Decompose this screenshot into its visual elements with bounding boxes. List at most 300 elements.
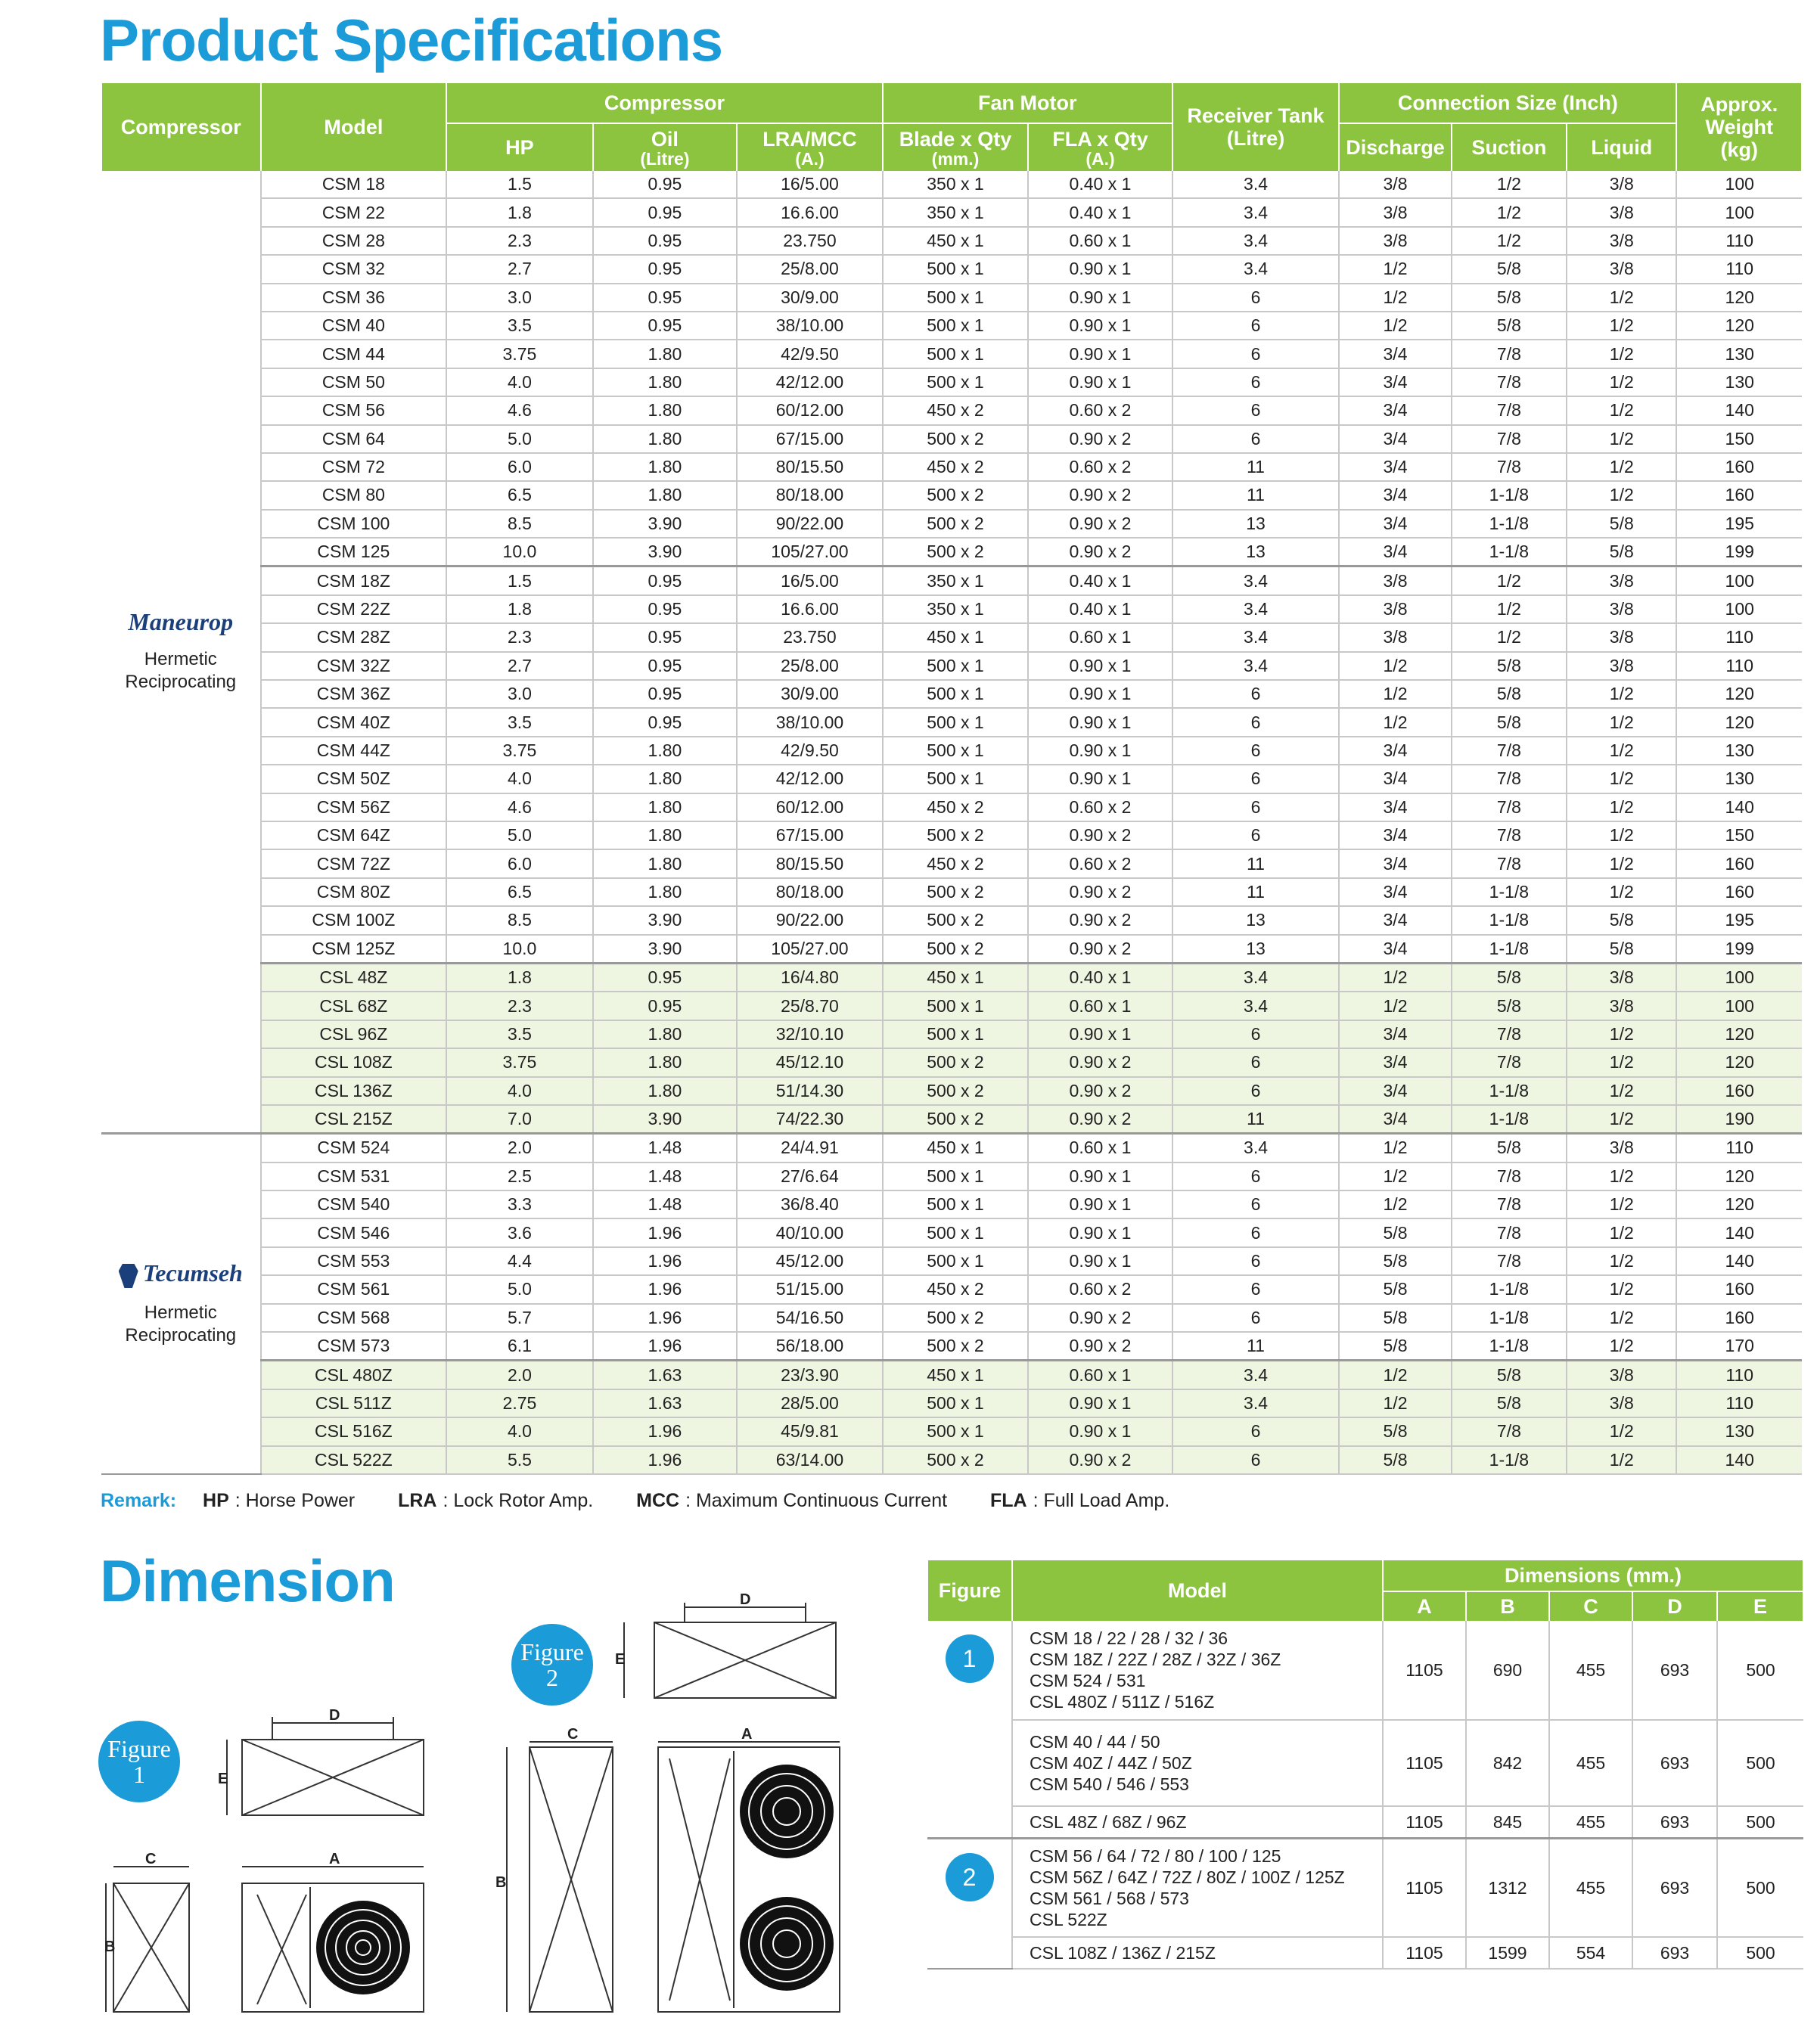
spec-row xyxy=(101,992,1802,1020)
spec-cell: 500 x 2 xyxy=(883,1048,1029,1076)
spec-cell: 5.7 xyxy=(446,1304,593,1332)
spec-cell: 6 xyxy=(1172,821,1340,849)
dim-value-a: 1105 xyxy=(1383,1937,1466,1969)
spec-cell: 1-1/8 xyxy=(1452,481,1567,509)
spec-cell: 500 x 2 xyxy=(883,821,1029,849)
spec-cell: 10.0 xyxy=(446,935,593,964)
spec-row xyxy=(101,567,1802,595)
spec-cell: 6.0 xyxy=(446,849,593,877)
spec-cell: 450 x 2 xyxy=(883,396,1029,424)
spec-cell: 80/18.00 xyxy=(737,481,883,509)
dim-value-b: 845 xyxy=(1466,1806,1549,1839)
spec-cell: 110 xyxy=(1676,1389,1802,1417)
spec-cell: 500 x 2 xyxy=(883,935,1029,964)
spec-row xyxy=(101,1134,1802,1162)
spec-cell: 1/2 xyxy=(1567,284,1676,312)
spec-cell: 0.90 x 2 xyxy=(1028,1048,1172,1076)
spec-cell: 0.40 x 1 xyxy=(1028,963,1172,992)
spec-cell: 3.4 xyxy=(1172,198,1340,226)
figure-1-badge: Figure 1 xyxy=(98,1721,180,1802)
spec-cell: 1/2 xyxy=(1339,284,1451,312)
spec-cell: 0.90 x 1 xyxy=(1028,708,1172,736)
spec-cell: 7/8 xyxy=(1452,396,1567,424)
spec-cell: 1/2 xyxy=(1567,680,1676,708)
spec-cell: 450 x 1 xyxy=(883,623,1029,651)
spec-row xyxy=(101,510,1802,538)
spec-cell: 0.90 x 2 xyxy=(1028,821,1172,849)
spec-row xyxy=(101,623,1802,651)
spec-row xyxy=(101,1105,1802,1134)
spec-cell: 120 xyxy=(1676,1162,1802,1190)
spec-cell: 63/14.00 xyxy=(737,1446,883,1474)
spec-cell: 1/2 xyxy=(1567,1275,1676,1303)
model-cell: CSM 50Z xyxy=(261,765,447,793)
spec-cell: 0.60 x 1 xyxy=(1028,992,1172,1020)
spec-cell: 3/4 xyxy=(1339,340,1451,368)
spec-row xyxy=(101,538,1802,567)
spec-cell: 450 x 1 xyxy=(883,1134,1029,1162)
spec-cell: 1/2 xyxy=(1339,652,1451,680)
dim-label-d: D xyxy=(329,1707,340,1724)
spec-cell: 0.95 xyxy=(593,284,738,312)
spec-cell: 5/8 xyxy=(1339,1275,1451,1303)
dim-value-e: 500 xyxy=(1717,1806,1803,1839)
spec-cell: 32/10.10 xyxy=(737,1020,883,1048)
spec-cell: 0.90 x 2 xyxy=(1028,1077,1172,1105)
spec-cell: 2.3 xyxy=(446,623,593,651)
spec-cell: 1/2 xyxy=(1567,765,1676,793)
spec-cell: 1/2 xyxy=(1567,1446,1676,1474)
dim-value-e: 500 xyxy=(1717,1621,1803,1720)
spec-cell: 0.90 x 1 xyxy=(1028,1162,1172,1190)
spec-cell: 0.90 x 2 xyxy=(1028,1446,1172,1474)
model-cell: CSM 18Z xyxy=(261,567,447,595)
spec-cell: 7/8 xyxy=(1452,849,1567,877)
model-cell: CSM 36 xyxy=(261,284,447,312)
spec-row xyxy=(101,1361,1802,1389)
spec-cell: 6 xyxy=(1172,368,1340,396)
spec-cell: 13 xyxy=(1172,510,1340,538)
spec-cell: 16.6.00 xyxy=(737,198,883,226)
spec-cell: 6 xyxy=(1172,312,1340,340)
spec-cell: 5/8 xyxy=(1452,680,1567,708)
spec-cell: 1.80 xyxy=(593,340,738,368)
model-cell: CSM 56Z xyxy=(261,793,447,821)
spec-cell: 54/16.50 xyxy=(737,1304,883,1332)
spec-cell: 1/2 xyxy=(1339,1389,1451,1417)
figure-2-drawing xyxy=(492,1592,855,2019)
spec-cell: 350 x 1 xyxy=(883,198,1029,226)
spec-cell: 500 x 2 xyxy=(883,878,1029,906)
col-weight: Approx. Weight (kg) xyxy=(1676,83,1802,171)
brand-type: Hermetic xyxy=(144,649,217,670)
dim-value-b: 1599 xyxy=(1466,1937,1549,1969)
spec-cell: 23/3.90 xyxy=(737,1361,883,1389)
spec-cell: 4.0 xyxy=(446,765,593,793)
model-cell: CSM 50 xyxy=(261,368,447,396)
spec-cell: 23.750 xyxy=(737,227,883,255)
spec-cell: 60/12.00 xyxy=(737,793,883,821)
dim-value-d: 693 xyxy=(1632,1806,1717,1839)
spec-cell: 38/10.00 xyxy=(737,708,883,736)
spec-cell: 3/4 xyxy=(1339,737,1451,765)
dim-models-cell xyxy=(1012,1839,1383,1938)
spec-cell: 3.0 xyxy=(446,680,593,708)
spec-cell: 3/4 xyxy=(1339,935,1451,964)
spec-cell: 13 xyxy=(1172,538,1340,567)
spec-cell: 1-1/8 xyxy=(1452,935,1567,964)
spec-cell: 0.95 xyxy=(593,992,738,1020)
spec-cell: 0.90 x 1 xyxy=(1028,765,1172,793)
spec-cell: 7/8 xyxy=(1452,368,1567,396)
spec-cell: 1-1/8 xyxy=(1452,510,1567,538)
tecumseh-logo-icon xyxy=(119,1264,138,1288)
spec-row xyxy=(101,1275,1802,1303)
spec-cell: 3/8 xyxy=(1567,1134,1676,1162)
spec-cell: 5/8 xyxy=(1567,935,1676,964)
spec-cell: 160 xyxy=(1676,1275,1802,1303)
spec-row xyxy=(101,595,1802,623)
spec-cell: 350 x 1 xyxy=(883,171,1029,198)
spec-cell: 67/15.00 xyxy=(737,425,883,453)
spec-cell: 0.95 xyxy=(593,652,738,680)
spec-cell: 5/8 xyxy=(1567,538,1676,567)
spec-cell: 1/2 xyxy=(1567,1105,1676,1134)
spec-cell: 1/2 xyxy=(1452,198,1567,226)
spec-cell: 8.5 xyxy=(446,906,593,934)
spec-cell: 120 xyxy=(1676,1020,1802,1048)
spec-cell: 6 xyxy=(1172,680,1340,708)
spec-cell: 500 x 2 xyxy=(883,1077,1029,1105)
figure-number-badge: 2 xyxy=(946,1853,994,1901)
spec-cell: 6 xyxy=(1172,1077,1340,1105)
figure-1-drawing xyxy=(106,1702,439,2019)
dim-label-e: E xyxy=(615,1651,626,1668)
spec-cell: 500 x 1 xyxy=(883,652,1029,680)
spec-cell: 5/8 xyxy=(1567,510,1676,538)
spec-cell: 5/8 xyxy=(1452,255,1567,283)
spec-cell: 5/8 xyxy=(1452,652,1567,680)
spec-cell: 500 x 2 xyxy=(883,538,1029,567)
spec-cell: 7/8 xyxy=(1452,1048,1567,1076)
model-cell: CSM 40Z xyxy=(261,708,447,736)
spec-cell: 7/8 xyxy=(1452,793,1567,821)
spec-cell: 6.5 xyxy=(446,878,593,906)
model-cell: CSL 108Z xyxy=(261,1048,447,1076)
spec-cell: 36/8.40 xyxy=(737,1190,883,1218)
spec-cell: 3.4 xyxy=(1172,255,1340,283)
dim-col-a: A xyxy=(1383,1591,1466,1621)
spec-cell: 1/2 xyxy=(1567,453,1676,481)
spec-cell: 3/8 xyxy=(1339,595,1451,623)
spec-cell: 3.75 xyxy=(446,340,593,368)
spec-cell: 3/4 xyxy=(1339,793,1451,821)
spec-cell: 7/8 xyxy=(1452,425,1567,453)
spec-cell: 3/8 xyxy=(1567,1361,1676,1389)
spec-row xyxy=(101,1190,1802,1218)
spec-cell: 1/2 xyxy=(1567,425,1676,453)
spec-cell: 7/8 xyxy=(1452,1162,1567,1190)
brand-name: Tecumseh xyxy=(142,1259,243,1287)
spec-cell: 1/2 xyxy=(1567,1048,1676,1076)
spec-cell: 500 x 2 xyxy=(883,1446,1029,1474)
remark-label: Remark: xyxy=(101,1490,177,1511)
brand-logo xyxy=(101,610,260,635)
spec-row xyxy=(101,1304,1802,1332)
spec-cell: 0.90 x 1 xyxy=(1028,652,1172,680)
spec-row xyxy=(101,906,1802,934)
spec-cell: 16.6.00 xyxy=(737,595,883,623)
spec-cell: 4.0 xyxy=(446,368,593,396)
spec-cell: 160 xyxy=(1676,453,1802,481)
spec-cell: 3.5 xyxy=(446,708,593,736)
spec-cell: 1/2 xyxy=(1339,963,1451,992)
spec-cell: 1/2 xyxy=(1567,1304,1676,1332)
spec-cell: 6 xyxy=(1172,1247,1340,1275)
spec-cell: 500 x 2 xyxy=(883,1332,1029,1361)
spec-cell: 1/2 xyxy=(1567,368,1676,396)
dim-value-a: 1105 xyxy=(1383,1621,1466,1720)
spec-cell: 199 xyxy=(1676,538,1802,567)
spec-cell: 11 xyxy=(1172,481,1340,509)
col-receiver: Receiver Tank (Litre) xyxy=(1172,83,1340,171)
model-cell: CSL 511Z xyxy=(261,1389,447,1417)
spec-cell: 7/8 xyxy=(1452,737,1567,765)
spec-cell: 1/2 xyxy=(1339,1361,1451,1389)
spec-cell: 3.4 xyxy=(1172,623,1340,651)
spec-cell: 350 x 1 xyxy=(883,595,1029,623)
col-liquid: Liquid xyxy=(1567,123,1676,171)
spec-cell: 0.60 x 2 xyxy=(1028,849,1172,877)
spec-cell: 3/4 xyxy=(1339,510,1451,538)
spec-cell: 3/8 xyxy=(1567,227,1676,255)
spec-cell: 350 x 1 xyxy=(883,567,1029,595)
spec-cell: 1/2 xyxy=(1567,481,1676,509)
spec-cell: 3/4 xyxy=(1339,821,1451,849)
spec-cell: 5/8 xyxy=(1452,312,1567,340)
spec-cell: 500 x 1 xyxy=(883,708,1029,736)
brand-type: Hermetic xyxy=(144,1302,217,1323)
spec-cell: 6 xyxy=(1172,737,1340,765)
spec-cell: 3/8 xyxy=(1339,623,1451,651)
spec-cell: 160 xyxy=(1676,1304,1802,1332)
spec-cell: 1-1/8 xyxy=(1452,1077,1567,1105)
spec-cell: 5/8 xyxy=(1452,708,1567,736)
spec-row xyxy=(101,1048,1802,1076)
spec-cell: 1.48 xyxy=(593,1190,738,1218)
spec-cell: 450 x 1 xyxy=(883,1361,1029,1389)
model-cell: CSM 28 xyxy=(261,227,447,255)
spec-cell: 5/8 xyxy=(1339,1247,1451,1275)
spec-cell: 3.4 xyxy=(1172,1361,1340,1389)
model-cell: CSM 36Z xyxy=(261,680,447,708)
spec-cell: 3/8 xyxy=(1567,567,1676,595)
dim-value-e: 500 xyxy=(1717,1720,1803,1806)
dim-value-e: 500 xyxy=(1717,1839,1803,1938)
dim-model-line: CSM 40 / 44 / 50 xyxy=(1030,1732,1160,1752)
spec-row xyxy=(101,708,1802,736)
spec-cell: 1-1/8 xyxy=(1452,1446,1567,1474)
spec-cell: 2.3 xyxy=(446,227,593,255)
spec-cell: 1.80 xyxy=(593,1077,738,1105)
spec-cell: 80/18.00 xyxy=(737,878,883,906)
col-model: Model xyxy=(261,83,447,171)
spec-cell: 0.90 x 1 xyxy=(1028,1389,1172,1417)
spec-cell: 130 xyxy=(1676,340,1802,368)
spec-cell: 1.5 xyxy=(446,171,593,198)
spec-cell: 7.0 xyxy=(446,1105,593,1134)
spec-cell: 120 xyxy=(1676,1048,1802,1076)
spec-cell: 500 x 2 xyxy=(883,510,1029,538)
spec-cell: 4.4 xyxy=(446,1247,593,1275)
spec-cell: 2.7 xyxy=(446,652,593,680)
spec-cell: 45/9.81 xyxy=(737,1417,883,1445)
spec-cell: 3/8 xyxy=(1339,567,1451,595)
spec-row xyxy=(101,793,1802,821)
figure-2-badge: Figure 2 xyxy=(511,1624,593,1706)
spec-cell: 7/8 xyxy=(1452,765,1567,793)
dimension-table xyxy=(927,1560,1804,1970)
spec-cell: 56/18.00 xyxy=(737,1332,883,1361)
spec-cell: 4.0 xyxy=(446,1417,593,1445)
spec-cell: 6 xyxy=(1172,708,1340,736)
spec-cell: 0.90 x 2 xyxy=(1028,1304,1172,1332)
model-cell: CSM 18 xyxy=(261,171,447,198)
spec-cell: 1.80 xyxy=(593,737,738,765)
spec-cell: 0.90 x 2 xyxy=(1028,1332,1172,1361)
spec-cell: 110 xyxy=(1676,227,1802,255)
model-cell: CSL 522Z xyxy=(261,1446,447,1474)
brand-type: Reciprocating xyxy=(125,672,237,693)
spec-cell: 6 xyxy=(1172,340,1340,368)
dim-model-line: CSL 480Z / 511Z / 516Z xyxy=(1030,1692,1215,1712)
spec-row xyxy=(101,255,1802,283)
spec-cell: 3/8 xyxy=(1567,595,1676,623)
spec-cell: 500 x 1 xyxy=(883,1020,1029,1048)
spec-cell: 110 xyxy=(1676,1134,1802,1162)
spec-cell: 1.80 xyxy=(593,878,738,906)
spec-cell: 0.60 x 1 xyxy=(1028,227,1172,255)
spec-cell: 2.75 xyxy=(446,1389,593,1417)
spec-cell: 450 x 2 xyxy=(883,453,1029,481)
spec-cell: 3/4 xyxy=(1339,453,1451,481)
remark-key: HP xyxy=(203,1490,229,1511)
spec-cell: 500 x 1 xyxy=(883,680,1029,708)
spec-cell: 500 x 1 xyxy=(883,1247,1029,1275)
spec-cell: 199 xyxy=(1676,935,1802,964)
spec-cell: 130 xyxy=(1676,1417,1802,1445)
spec-cell: 0.90 x 1 xyxy=(1028,1020,1172,1048)
col-group-connection: Connection Size (Inch) xyxy=(1339,83,1676,123)
spec-cell: 3.3 xyxy=(446,1190,593,1218)
spec-cell: 500 x 1 xyxy=(883,255,1029,283)
spec-cell: 6 xyxy=(1172,1446,1340,1474)
spec-cell: 1/2 xyxy=(1452,623,1567,651)
model-cell: CSM 32 xyxy=(261,255,447,283)
spec-cell: 1/2 xyxy=(1452,171,1567,198)
spec-cell: 0.40 x 1 xyxy=(1028,595,1172,623)
spec-cell: 5/8 xyxy=(1452,963,1567,992)
spec-cell: 120 xyxy=(1676,284,1802,312)
spec-cell: 160 xyxy=(1676,849,1802,877)
spec-cell: 3/4 xyxy=(1339,425,1451,453)
spec-cell: 0.60 x 2 xyxy=(1028,1275,1172,1303)
spec-cell: 1/2 xyxy=(1567,1417,1676,1445)
spec-cell: 3/4 xyxy=(1339,878,1451,906)
spec-cell: 8.5 xyxy=(446,510,593,538)
spec-cell: 1.80 xyxy=(593,793,738,821)
dim-model-line: CSM 40Z / 44Z / 50Z xyxy=(1030,1753,1192,1773)
model-cell: CSM 44 xyxy=(261,340,447,368)
spec-row xyxy=(101,849,1802,877)
spec-cell: 3.90 xyxy=(593,510,738,538)
spec-cell: 1.80 xyxy=(593,481,738,509)
spec-cell: 1.96 xyxy=(593,1247,738,1275)
spec-cell: 80/15.50 xyxy=(737,849,883,877)
spec-cell: 3.4 xyxy=(1172,992,1340,1020)
spec-cell: 3/4 xyxy=(1339,1020,1451,1048)
spec-cell: 500 x 2 xyxy=(883,1304,1029,1332)
spec-row xyxy=(101,198,1802,226)
spec-cell: 500 x 1 xyxy=(883,340,1029,368)
spec-cell: 7/8 xyxy=(1452,340,1567,368)
spec-cell: 28/5.00 xyxy=(737,1389,883,1417)
dim-value-e: 500 xyxy=(1717,1937,1803,1969)
model-cell: CSM 32Z xyxy=(261,652,447,680)
spec-cell: 120 xyxy=(1676,312,1802,340)
spec-cell: 6.1 xyxy=(446,1332,593,1361)
spec-row xyxy=(101,227,1802,255)
dim-col-e: E xyxy=(1717,1591,1803,1621)
spec-cell: 51/14.30 xyxy=(737,1077,883,1105)
spec-cell: 3.0 xyxy=(446,284,593,312)
spec-cell: 500 x 1 xyxy=(883,312,1029,340)
model-cell: CSM 64 xyxy=(261,425,447,453)
spec-cell: 3.90 xyxy=(593,1105,738,1134)
spec-cell: 25/8.00 xyxy=(737,652,883,680)
spec-cell: 6 xyxy=(1172,396,1340,424)
spec-cell: 1.96 xyxy=(593,1332,738,1361)
col-lra-mcc: LRA/MCC (A.) xyxy=(737,123,883,171)
spec-cell: 80/15.50 xyxy=(737,453,883,481)
spec-cell: 3/8 xyxy=(1567,623,1676,651)
spec-cell: 7/8 xyxy=(1452,1218,1567,1246)
spec-cell: 0.60 x 1 xyxy=(1028,1134,1172,1162)
spec-cell: 1/2 xyxy=(1452,567,1567,595)
spec-cell: 3.5 xyxy=(446,1020,593,1048)
spec-cell: 0.95 xyxy=(593,567,738,595)
spec-cell: 1/2 xyxy=(1567,1077,1676,1105)
spec-cell: 42/12.00 xyxy=(737,765,883,793)
spec-cell: 1.8 xyxy=(446,198,593,226)
remark-key: MCC xyxy=(636,1490,680,1511)
model-cell: CSM 100Z xyxy=(261,906,447,934)
spec-cell: 110 xyxy=(1676,1361,1802,1389)
dim-value-b: 690 xyxy=(1466,1621,1549,1720)
spec-cell: 6.5 xyxy=(446,481,593,509)
spec-cell: 500 x 1 xyxy=(883,284,1029,312)
spec-cell: 0.90 x 1 xyxy=(1028,737,1172,765)
spec-cell: 4.6 xyxy=(446,396,593,424)
dim-models-cell xyxy=(1012,1937,1383,1969)
spec-cell: 0.90 x 1 xyxy=(1028,1190,1172,1218)
spec-cell: 16/4.80 xyxy=(737,963,883,992)
spec-row xyxy=(101,737,1802,765)
spec-cell: 1-1/8 xyxy=(1452,1105,1567,1134)
spec-cell: 1.96 xyxy=(593,1417,738,1445)
spec-cell: 1/2 xyxy=(1567,1332,1676,1361)
spec-row xyxy=(101,396,1802,424)
